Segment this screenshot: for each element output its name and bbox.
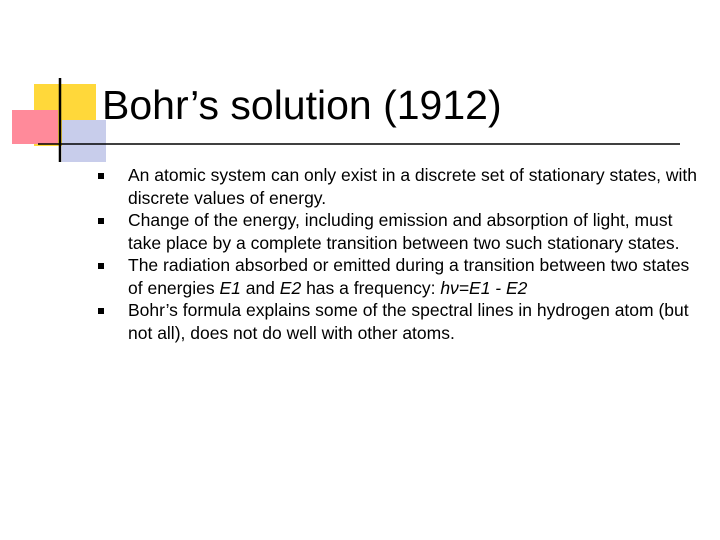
bullet-text: An atomic system can only exist in a discrete set of stationary states, with discrete values of energy. [128,165,697,208]
slide-title: Bohr’s solution (1912) [102,82,502,128]
bullet-list [97,164,697,344]
bullet-item [97,164,697,209]
ornament-blue-square [62,120,106,162]
bullet-text: and [240,277,280,298]
ornament-pink-square [12,110,58,144]
bullet-item [97,254,697,299]
bullet-item [97,299,697,344]
bullet-item [97,209,697,254]
bullet-marker-icon [98,263,104,269]
bullet-marker-icon [98,308,104,314]
energy-e2: E2 [279,277,302,298]
bullet-text: Bohr’s formula explains some of the spectral lines in hydrogen atom (but not all), does not do well with other atoms. [128,300,689,343]
bullet-text: has a frequency: [301,277,441,298]
energy-e1: E1 [219,277,241,298]
bullet-marker-icon [98,218,104,224]
bullet-text: Change of the energy, including emission and absorption of light, must take place by a complete transition between two such stationary states. [128,210,680,253]
frequency-formula: hν=E1 - E2 [440,277,528,298]
bullet-text: The radiation absorbed or emitted during a transition between two states of energies [128,255,690,298]
bullet-marker-icon [98,173,104,179]
